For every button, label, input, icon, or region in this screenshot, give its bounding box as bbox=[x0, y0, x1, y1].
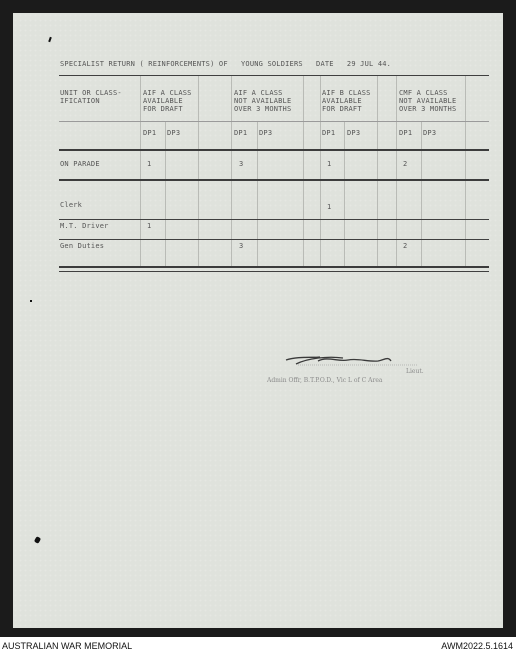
sub-dp3-d: DP3 bbox=[423, 129, 437, 137]
subheader-rule bbox=[59, 149, 489, 151]
sub-dp1-a: DP1 bbox=[143, 129, 157, 137]
sub-dp3-b: DP3 bbox=[259, 129, 273, 137]
footer-right: AWM2022.5.1614 bbox=[441, 641, 513, 651]
row-value: 3 bbox=[239, 242, 244, 250]
ink-blot bbox=[34, 536, 41, 544]
table-bottom-rule-2 bbox=[59, 271, 489, 272]
ink-dot bbox=[30, 300, 32, 302]
header-aif-a-avail-3: FOR DRAFT bbox=[143, 105, 183, 113]
header-aif-b-avail-2: AVAILABLE bbox=[322, 97, 362, 105]
footer-left: AUSTRALIAN WAR MEMORIAL bbox=[2, 641, 133, 651]
row-rule bbox=[59, 219, 489, 220]
sub-dp1-b: DP1 bbox=[234, 129, 248, 137]
row-label: M.T. Driver bbox=[60, 222, 109, 230]
header-unit-line2: IFICATION bbox=[60, 97, 100, 105]
signature-lieut: Lieut. bbox=[406, 368, 424, 375]
row-value: 1 bbox=[147, 160, 152, 168]
sub-dp3-c: DP3 bbox=[347, 129, 361, 137]
row-value: 1 bbox=[327, 203, 332, 211]
header-aif-a-not-available bbox=[234, 89, 291, 113]
header-cmf-a-not-available bbox=[399, 89, 456, 113]
header-aif-b-avail-3: FOR DRAFT bbox=[322, 105, 362, 113]
row-label: Gen Duties bbox=[60, 242, 105, 250]
header-aif-a-avail-1: AIF A CLASS bbox=[143, 89, 192, 97]
header-aif-a-available bbox=[143, 89, 192, 113]
sub-dp3-a: DP3 bbox=[167, 129, 181, 137]
signature-caption: Admin Offr, B.T.P.O.D., Vic L of C Area bbox=[267, 377, 383, 384]
header-rule bbox=[59, 121, 489, 122]
row-rule bbox=[59, 239, 489, 240]
document-heading: SPECIALIST RETURN ( REINFORCEMENTS) OF YOUNG SOLDIERS DATE 29 JUL 44. bbox=[60, 60, 392, 68]
header-aif-a-avail-2: AVAILABLE bbox=[143, 97, 183, 105]
sub-dp1-d: DP1 bbox=[399, 129, 413, 137]
sub-dp1-c: DP1 bbox=[322, 129, 336, 137]
header-cmf-a-notavail-1: CMF A CLASS bbox=[399, 89, 448, 97]
header-aif-a-notavail-1: AIF A CLASS bbox=[234, 89, 283, 97]
header-cmf-a-notavail-3: OVER 3 MONTHS bbox=[399, 105, 457, 113]
row-value: 1 bbox=[147, 222, 152, 230]
signature-image bbox=[268, 352, 428, 392]
header-aif-b-avail-1: AIF B CLASS bbox=[322, 89, 371, 97]
row-value: 1 bbox=[327, 160, 332, 168]
col-divider bbox=[344, 121, 345, 267]
header-unit-line1: UNIT OR CLASS- bbox=[60, 89, 122, 97]
header-cmf-a-notavail-2: NOT AVAILABLE bbox=[399, 97, 457, 105]
row-label: ON PARADE bbox=[60, 160, 100, 168]
header-aif-b-available bbox=[322, 89, 371, 113]
table-bottom-rule-1 bbox=[59, 266, 489, 268]
document-page bbox=[13, 13, 503, 628]
header-aif-a-notavail-3: OVER 3 MONTHS bbox=[234, 105, 292, 113]
header-unit bbox=[60, 89, 122, 105]
row-value: 3 bbox=[239, 160, 244, 168]
ink-mark-top bbox=[48, 37, 52, 42]
header-aif-a-notavail-2: NOT AVAILABLE bbox=[234, 97, 292, 105]
col-divider bbox=[165, 121, 166, 267]
col-divider bbox=[421, 121, 422, 267]
table-top-rule bbox=[59, 75, 489, 76]
row-label: Clerk bbox=[60, 201, 83, 209]
onparade-rule bbox=[59, 179, 489, 181]
col-divider bbox=[257, 121, 258, 267]
row-value: 2 bbox=[403, 242, 408, 250]
row-value: 2 bbox=[403, 160, 408, 168]
